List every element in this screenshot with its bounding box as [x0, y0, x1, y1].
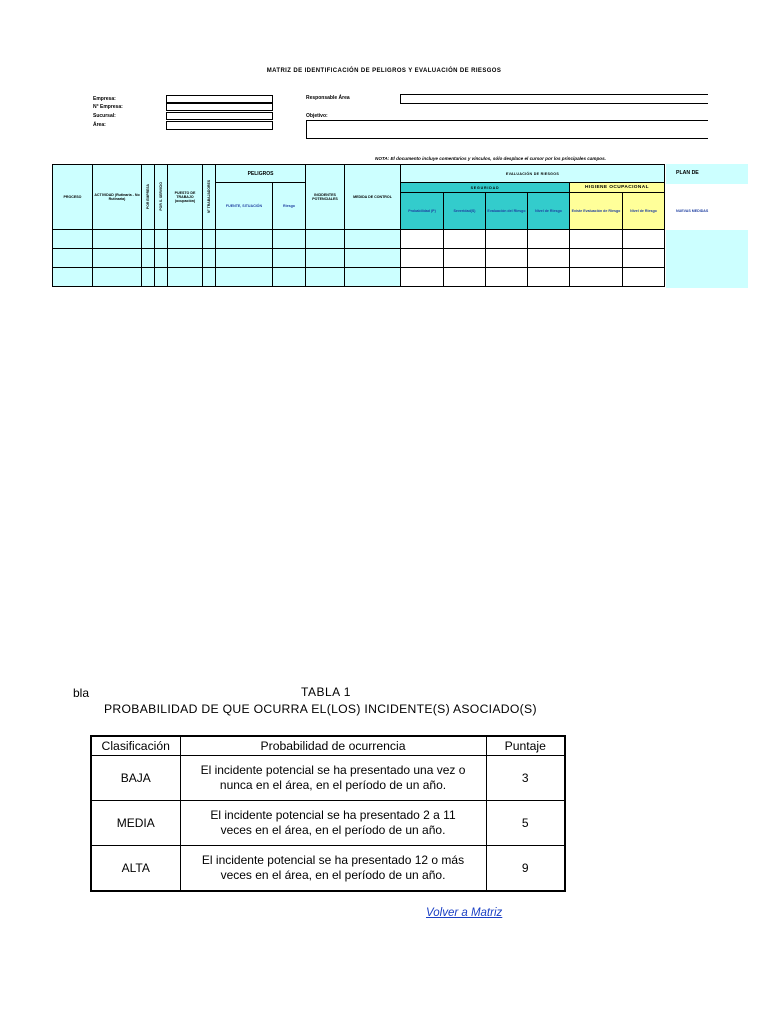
puntaje-cell: 9 — [486, 846, 565, 892]
header-por-servicio — [155, 165, 168, 230]
matrix-cell[interactable] — [623, 268, 665, 287]
tabla-title: PROBABILIDAD DE QUE OCURRA EL(LOS) INCIDENTE(S) ASOCIADO(S) — [104, 702, 537, 716]
matrix-cell[interactable] — [528, 230, 570, 249]
sucursal-field[interactable] — [166, 112, 273, 120]
clasificacion-cell: ALTA — [91, 846, 180, 892]
matrix-cell[interactable] — [93, 230, 142, 249]
matrix-cell[interactable] — [216, 230, 273, 249]
matrix-cell[interactable] — [168, 249, 203, 268]
table-header-row — [91, 736, 565, 756]
matrix-cell[interactable] — [306, 230, 345, 249]
matrix-cell[interactable] — [53, 230, 93, 249]
nuevas-medidas-header: NUEVAS MEDIDAS — [676, 209, 709, 213]
table-row — [53, 268, 665, 287]
header-fuente: FUENTE, SITUACIÓN — [216, 183, 273, 230]
objetivo-label: Objetivo: — [306, 113, 328, 119]
header-existe-evaluacion: Existe Evaluación de Riesgo — [570, 193, 623, 230]
page-title: MATRIZ DE IDENTIFICACIÓN DE PELIGROS Y EVALUACIÓN DE RIESGOS — [266, 68, 502, 74]
matrix-cell[interactable] — [486, 230, 528, 249]
matrix-cell[interactable] — [53, 268, 93, 287]
plan-subheader-bg — [666, 184, 709, 230]
header-higiene: HIGIENE OCUPACIONAL — [570, 183, 665, 193]
header-riesgo: Riesgo — [273, 183, 306, 230]
header-evaluacion-riesgo: Evaluación del Riesgo — [486, 193, 528, 230]
empresa-field[interactable] — [166, 95, 273, 103]
header-incidentes: INCIDENTES POTENCIALES — [306, 165, 345, 230]
descripcion-line: veces en el área, en el período de un año. — [220, 868, 446, 882]
descripcion-line: El incidente potencial se ha presentado una vez o — [200, 763, 466, 777]
matrix-cell[interactable] — [528, 249, 570, 268]
clasificacion-cell: MEDIA — [91, 801, 180, 846]
table-row — [53, 249, 665, 268]
header-puesto: PUESTO DE TRABAJO (ocupación) — [168, 165, 203, 230]
descripcion-line: El incidente potencial se ha presentado 2 a 11 — [210, 808, 456, 822]
matrix-cell[interactable] — [401, 230, 444, 249]
header-seguridad: SEGURIDAD — [401, 183, 570, 193]
matrix-cell[interactable] — [53, 249, 93, 268]
matrix-cell[interactable] — [570, 230, 623, 249]
matrix-cell[interactable] — [142, 249, 155, 268]
sucursal-label: Sucursal: — [93, 113, 116, 119]
matrix-cell[interactable] — [155, 268, 168, 287]
puntaje-cell: 3 — [486, 756, 565, 801]
matrix-cell[interactable] — [155, 230, 168, 249]
matrix-cell[interactable] — [93, 249, 142, 268]
descripcion-cell — [180, 756, 486, 801]
matrix-cell[interactable] — [486, 249, 528, 268]
matrix-cell[interactable] — [168, 268, 203, 287]
plan-header: PLAN DE — [676, 170, 699, 176]
header-nivel-riesgo: Nivel de Riesgo — [528, 193, 570, 230]
matrix-cell[interactable] — [444, 249, 486, 268]
header-puntaje: Puntaje — [486, 736, 565, 756]
header-probabilidad-ocurrencia: Probabilidad de ocurrencia — [180, 736, 486, 756]
matrix-cell[interactable] — [528, 268, 570, 287]
matrix-cell[interactable] — [401, 249, 444, 268]
objetivo-field[interactable] — [306, 120, 708, 139]
matrix-cell[interactable] — [570, 268, 623, 287]
volver-matriz-link[interactable]: Volver a Matriz — [426, 907, 503, 919]
risk-matrix-table — [52, 164, 665, 287]
table-row — [91, 756, 565, 801]
tabla-label: TABLA 1 — [301, 685, 351, 699]
header-severidad: Severidad(S) — [444, 193, 486, 230]
matrix-cell[interactable] — [623, 230, 665, 249]
empresa-label: Empresa: — [93, 96, 116, 102]
n-empresa-field[interactable] — [166, 103, 273, 111]
matrix-cell[interactable] — [273, 249, 306, 268]
matrix-cell[interactable] — [401, 268, 444, 287]
matrix-cell[interactable] — [306, 249, 345, 268]
matrix-cell[interactable] — [203, 268, 216, 287]
matrix-cell[interactable] — [216, 268, 273, 287]
clasificacion-cell: BAJA — [91, 756, 180, 801]
descripcion-cell — [180, 801, 486, 846]
matrix-cell[interactable] — [623, 249, 665, 268]
table-row — [91, 846, 565, 892]
header-por-empresa — [142, 165, 155, 230]
matrix-cell[interactable] — [142, 268, 155, 287]
matrix-cell[interactable] — [203, 230, 216, 249]
descripcion-cell — [180, 846, 486, 892]
header-actividad: ACTIVIDAD (Rutinaria - No Rutinaria) — [93, 165, 142, 230]
plan-rows-bg — [666, 230, 748, 288]
header-evaluacion: EVALUACIÓN DE RIESGOS — [401, 165, 665, 183]
matrix-cell[interactable] — [168, 230, 203, 249]
matrix-cell[interactable] — [273, 268, 306, 287]
matrix-cell[interactable] — [444, 230, 486, 249]
descripcion-line: nunca en el área, en el período de un año. — [219, 778, 447, 792]
por-servicio-label: POR S. SERVICIO — [159, 182, 163, 211]
plan-column — [666, 164, 748, 288]
matrix-cell[interactable] — [273, 230, 306, 249]
tabla-prefix: bla — [73, 686, 90, 700]
probability-table — [90, 735, 566, 892]
matrix-cell[interactable] — [216, 249, 273, 268]
matrix-cell[interactable] — [345, 249, 401, 268]
matrix-cell[interactable] — [155, 249, 168, 268]
n-empresa-label: N° Empresa: — [93, 104, 123, 110]
matrix-cell[interactable] — [486, 268, 528, 287]
area-label: Área: — [93, 122, 106, 128]
note-text: NOTA: El documento incluye comentarios y vínculos, sólo desplace el cursor por los principales campos. — [375, 156, 606, 161]
matrix-cell[interactable] — [306, 268, 345, 287]
area-field[interactable] — [166, 121, 273, 130]
table-row — [53, 230, 665, 249]
header-n-trabajadores — [203, 165, 216, 230]
matrix-cell[interactable] — [203, 249, 216, 268]
header-clasificacion: Clasificación — [91, 736, 180, 756]
n-trabajadores-label: N° TRABAJADORES — [207, 179, 211, 213]
header-peligros: PELIGROS — [216, 165, 306, 183]
matrix-cell[interactable] — [345, 230, 401, 249]
header-nivel-riesgo-ho: Nivel de Riesgo — [623, 193, 665, 230]
responsable-label: Responsable Área — [306, 95, 350, 101]
header-medida-control: MEDIDA DE CONTROL — [345, 165, 401, 230]
responsable-field[interactable] — [400, 94, 708, 104]
matrix-cell[interactable] — [345, 268, 401, 287]
matrix-cell[interactable] — [93, 268, 142, 287]
matrix-cell[interactable] — [444, 268, 486, 287]
descripcion-line: El incidente potencial se ha presentado 12 o más — [201, 853, 465, 867]
por-empresa-label: POR EMPRESA — [146, 183, 150, 210]
matrix-cell[interactable] — [142, 230, 155, 249]
puntaje-cell: 5 — [486, 801, 565, 846]
header-proceso: PROCESO — [53, 165, 93, 230]
table-row — [91, 801, 565, 846]
descripcion-line: veces en el área, en el período de un año. — [220, 823, 446, 837]
header-probabilidad: Probabilidad (P) — [401, 193, 444, 230]
matrix-cell[interactable] — [570, 249, 623, 268]
